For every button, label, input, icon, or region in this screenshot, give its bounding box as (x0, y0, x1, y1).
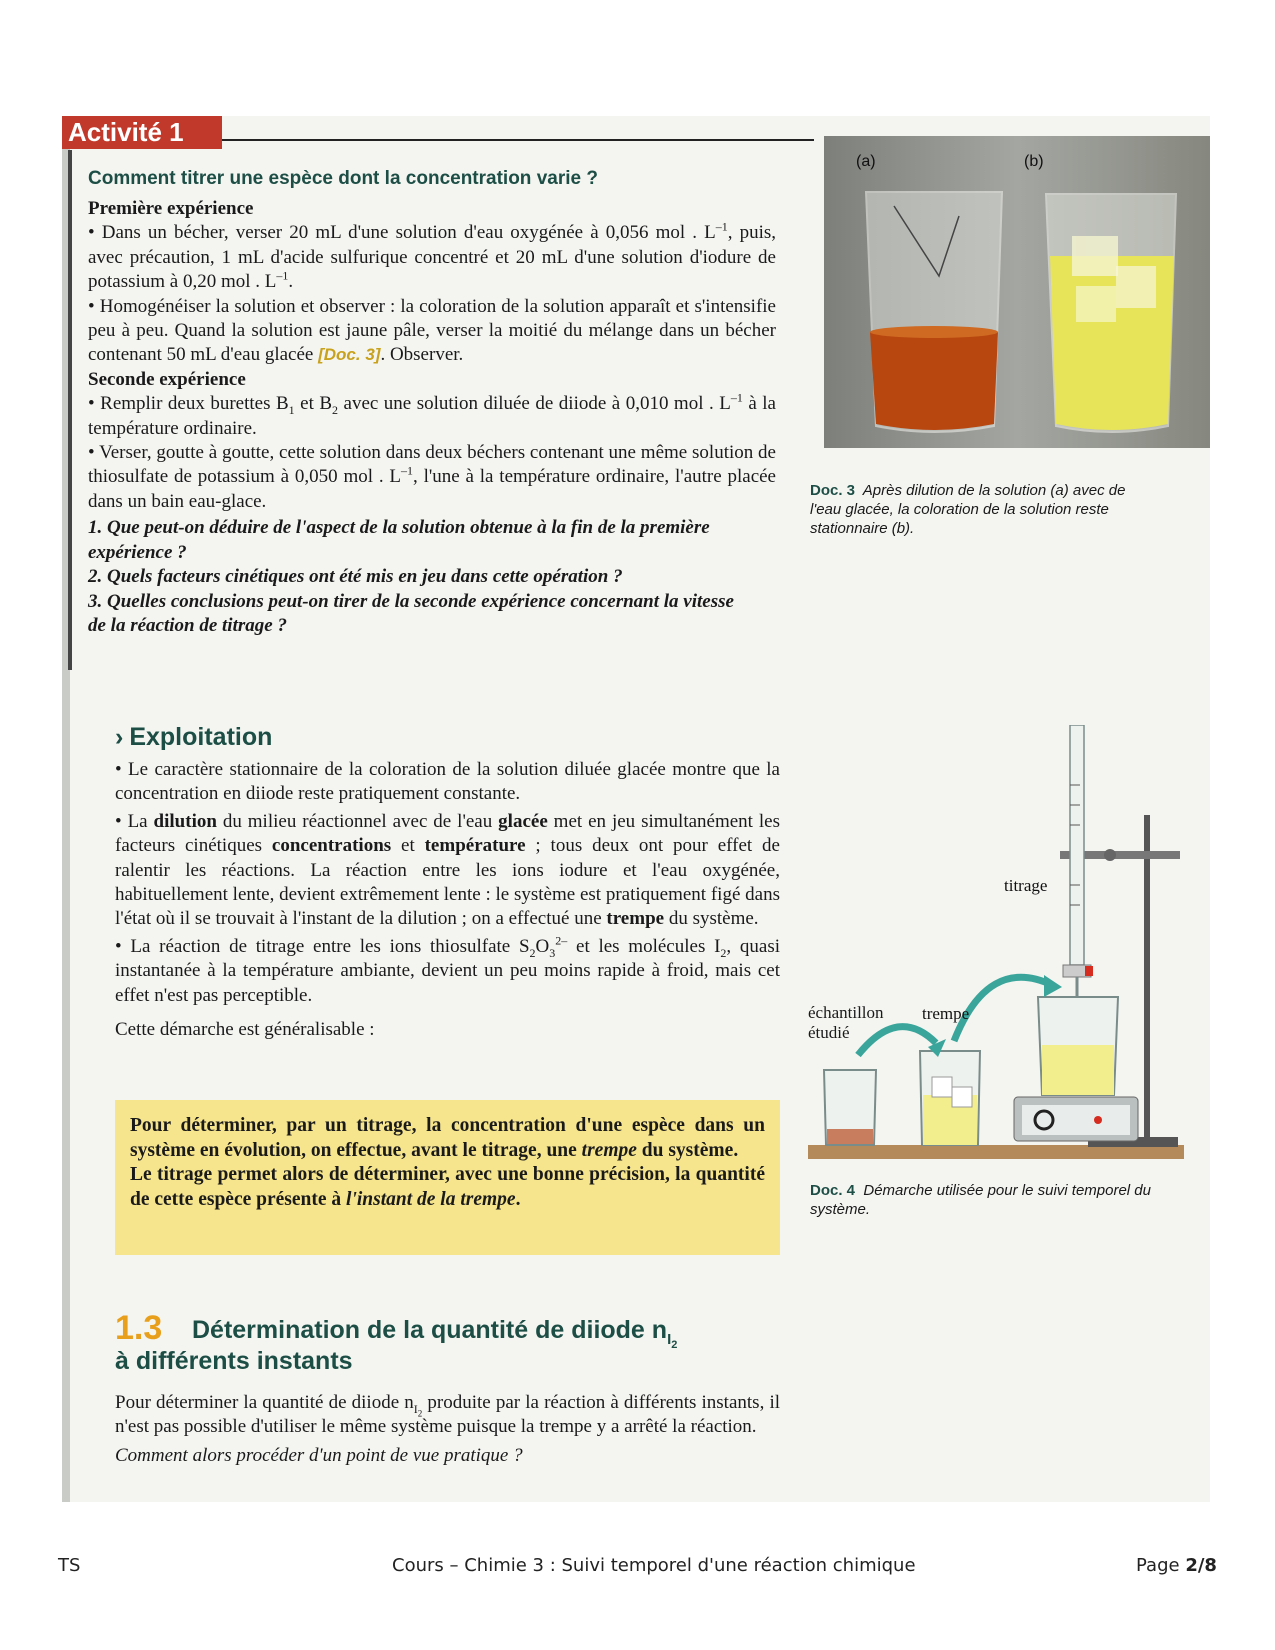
section-question: Comment alors procéder d'un point de vue pratique ? (115, 1444, 523, 1466)
section-title-line-2: à différents instants (115, 1347, 353, 1375)
magnetic-stirrer (1014, 1097, 1138, 1141)
sample-beaker (824, 1070, 876, 1145)
section-paragraph-1: Pour déterminer la quantité de diiode $n_{I_2}$ produite par la réaction à différents instants, il n'est pas possible d'utiliser le même système puisque la trempe y a arrêté la réaction. (115, 1392, 781, 1438)
label-trempe: trempe (922, 1004, 970, 1023)
exp1-paragraph-2: • Homogénéiser la solution et observer : la coloration de la solution apparaît et s'intensifie peu à peu. Quand la solution est jaune pâle, verser la moitié du mélange dans un bécher contenant 50 mL d'eau glacée [Doc. 3]. Observer. (88, 295, 776, 366)
chevron-right-icon: › (115, 723, 124, 751)
section-number: 1.3 (115, 1309, 163, 1347)
beaker-a-label: (a) (856, 153, 876, 170)
doc3-reference: [Doc. 3] (318, 345, 381, 365)
stand-rod (1144, 815, 1150, 1145)
beaker-b (1046, 194, 1176, 432)
footer-left: TS (58, 1555, 81, 1576)
question-2: 2. Quels facteurs cinétiques ont été mis en jeu dans cette opération ? (88, 566, 623, 588)
exp2-heading: Seconde expérience (88, 368, 246, 390)
footer-center: Cours – Chimie 3 : Suivi temporel d'une réaction chimique (392, 1555, 916, 1576)
key-point-line-2: Le titrage permet alors de déterminer, avec une bonne précision, la quantité de cette espèce présente à l'instant de la trempe. (130, 1164, 765, 1210)
footer-page: Page 2/8 (1136, 1555, 1217, 1576)
bench (808, 1145, 1184, 1159)
beaker-a (866, 192, 1002, 432)
exp2-paragraph-1: • Remplir deux burettes $B_1$ et $B_2$ avec une solution diluée de diiode à 0,010 mol . $L^{-1}$ à la température ordinaire. (88, 390, 776, 439)
exploitation-paragraph-3: • La réaction de titrage entre les ions thiosulfate $S_2O_3^{2-}$ et les molécules $I_2$, quasi instantanée à la température ambiante, devient un peu moins rapide à froid, mais cet effet n'est pas perceptible. (115, 933, 781, 1006)
label-echantillon: échantillon étudié (808, 1003, 884, 1042)
doc3-caption: Doc. 3 Après dilution de la solution (a) avec de l'eau glacée, la coloration de la solution reste stationnaire (b). (810, 482, 1126, 537)
burette (1063, 725, 1093, 1003)
exploitation-heading: › Exploitation (115, 723, 273, 751)
activity-rule (222, 139, 814, 141)
doc3-photo (824, 136, 1210, 448)
quench-beaker (920, 1051, 980, 1145)
doc4-illustration (808, 725, 1190, 1165)
exp1-paragraph-1: • Dans un bécher, verser 20 mL d'une solution d'eau oxygénée à 0,056 mol . $L^{-1}$, puis, avec précaution, 1 mL d'acide sulfurique concentré et 20 mL d'une solution d'iodure de potassium à 0,20 mol . $L^{-1}$. (88, 220, 776, 293)
section-title-line-1: Détermination de la quantité de diiode $n_{I_2}$ (192, 1316, 678, 1351)
stopcock-red (1085, 966, 1093, 976)
activity-tab: Activité 1 (62, 116, 222, 149)
beakers-illustration (824, 136, 1210, 448)
exploitation-paragraph-1: • Le caractère stationnaire de la coloration de la solution diluée glacée montre que la concentration en diiode reste pratiquement constante. (115, 759, 780, 805)
key-point-line-1: Pour déterminer, par un titrage, la concentration d'une espèce dans un système en évolution, on effectue, avant le titrage, une trempe du système. (130, 1115, 765, 1161)
question-1: 1. Que peut-on déduire de l'aspect de la solution obtenue à la fin de la première expérience ? (88, 517, 710, 563)
doc4-caption: Doc. 4 Démarche utilisée pour le suivi temporel du système. (810, 1182, 1151, 1218)
exploitation-paragraph-4: Cette démarche est généralisable : (115, 1019, 375, 1041)
exp2-paragraph-2: • Verser, goutte à goutte, cette solution dans deux béchers contenant une même solution de thiosulfate de potassium à 0,050 mol . $L^{-1}$, l'une à la température ordinaire, l'autre placée dans un bain eau-glace. (88, 442, 776, 512)
key-point-box (115, 1100, 780, 1255)
exploitation-body (115, 758, 780, 1042)
section-body (115, 1391, 780, 1468)
beaker-b-label: (b) (1024, 153, 1044, 170)
titration-beaker (1038, 997, 1118, 1095)
exploitation-paragraph-2: • La dilution du milieu réactionnel avec de l'eau glacée met en jeu simultanément les facteurs cinétiques concentrations et température ; tous deux ont pour effet de ralentir les réactions. La réaction entre les ions iodure et l'eau oxygénée, habituellement lente, devient extrêmement lente : le système est pratiquement figé dans l'état où il se trouvait à l'instant de la dilution ; on a effectué une trempe du système. (115, 810, 780, 930)
activity-question-title: Comment titrer une espèce dont la concentration varie ? (88, 168, 598, 189)
exp1-heading: Première expérience (88, 198, 254, 219)
activity-body (88, 197, 776, 638)
label-titrage: titrage (1004, 876, 1048, 895)
question-3: 3. Quelles conclusions peut-on tirer de la seconde expérience concernant la vitesse de la réaction de titrage ? (88, 590, 734, 636)
activity-side-bar (68, 150, 72, 670)
